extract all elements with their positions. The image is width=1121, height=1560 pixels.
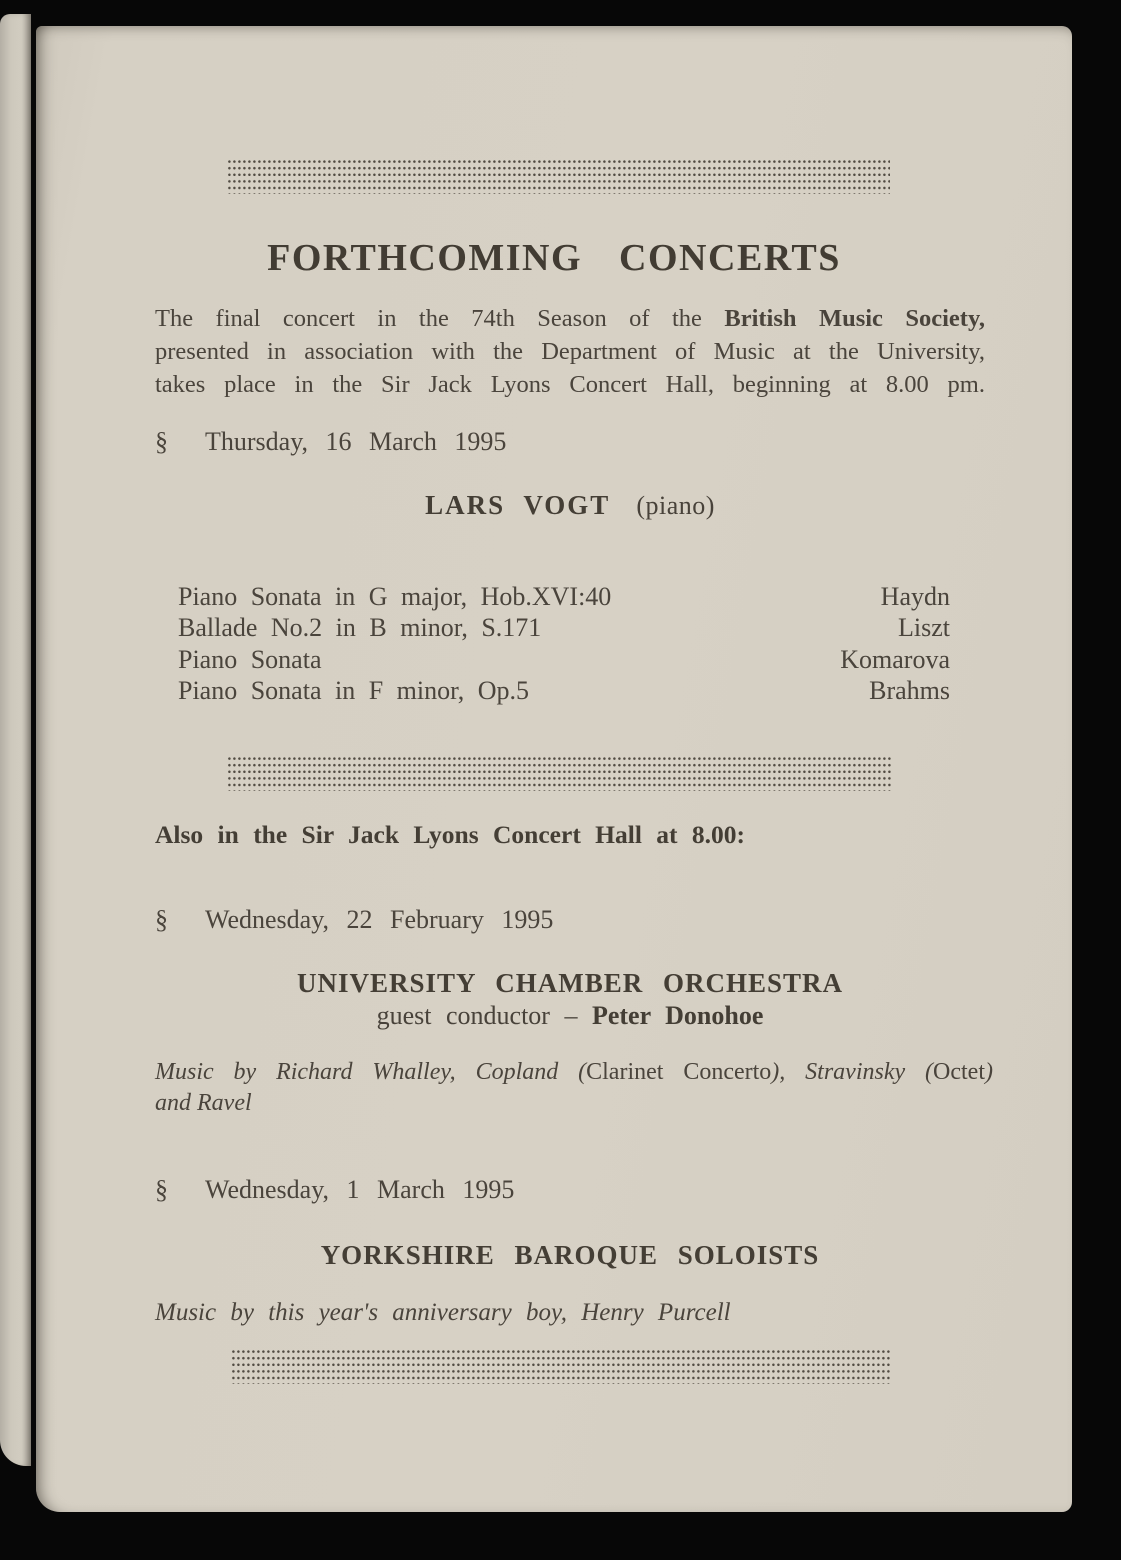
event1-date-line xyxy=(155,427,985,457)
event3-date-line xyxy=(155,1175,985,1205)
event2-date-line xyxy=(155,905,985,935)
note-line-2: and Ravel xyxy=(155,1090,252,1116)
event2-programme-note xyxy=(155,1057,993,1119)
composer-name: Brahms xyxy=(869,675,950,705)
section-marker-icon: § xyxy=(155,427,168,456)
programme-row xyxy=(178,676,950,707)
event1-artist-line xyxy=(155,490,985,521)
note-seg: ) xyxy=(985,1059,993,1085)
composer-name: Komarova xyxy=(840,644,950,674)
intro-line-3: takes place in the Sir Jack Lyons Concert Hall, beginning at 8.00 pm. xyxy=(155,371,985,398)
underlying-page-edge xyxy=(0,14,31,1466)
work-title: Ballade No.2 in B minor, S.171 xyxy=(178,613,542,643)
conductor-name: Peter Donohoe xyxy=(591,1001,764,1030)
event3-programme-note: Music by this year's anniversary boy, Henry Purcell xyxy=(155,1299,731,1326)
programme-row xyxy=(178,582,950,613)
also-heading: Also in the Sir Jack Lyons Concert Hall at 8.00: xyxy=(155,820,746,849)
intro-paragraph xyxy=(155,302,985,401)
event1-date: Thursday, 16 March 1995 xyxy=(205,427,507,456)
event2-date: Wednesday, 22 February 1995 xyxy=(205,905,554,934)
dotted-divider-top xyxy=(228,160,890,194)
work-title: Piano Sonata in F minor, Op.5 xyxy=(178,675,530,705)
intro-line-1-text: The final concert in the 74th Season of the xyxy=(155,305,725,332)
event3-date: Wednesday, 1 March 1995 xyxy=(205,1175,515,1204)
composer-name: Liszt xyxy=(898,613,950,643)
work-title: Piano Sonata in G major, Hob.XVI:40 xyxy=(178,582,612,611)
intro-line-2: presented in association with the Department of Music at the University, xyxy=(155,338,985,365)
page-title: FORTHCOMING CONCERTS xyxy=(267,237,841,279)
composer-name: Haydn xyxy=(880,582,950,611)
programme-row xyxy=(178,645,950,676)
programme-row xyxy=(178,613,950,644)
dotted-divider-middle xyxy=(228,757,893,791)
conductor-line xyxy=(155,1001,985,1031)
note-work: Clarinet Concerto xyxy=(586,1059,772,1085)
section-marker-icon: § xyxy=(155,1175,168,1204)
note-work: Octet xyxy=(933,1059,985,1085)
ensemble-name: UNIVERSITY CHAMBER ORCHESTRA xyxy=(296,968,844,998)
work-title: Piano Sonata xyxy=(178,644,322,674)
intro-line-1 xyxy=(155,302,985,335)
programme-table xyxy=(178,582,950,707)
section-marker-icon: § xyxy=(155,905,168,934)
ensemble-name: YORKSHIRE BAROQUE SOLOISTS xyxy=(320,1240,820,1270)
conductor-role: guest conductor – xyxy=(376,1001,592,1030)
note-line-1 xyxy=(155,1057,993,1088)
artist-instrument: (piano) xyxy=(636,491,715,520)
dotted-divider-bottom xyxy=(232,1350,890,1384)
programme-page xyxy=(36,26,1072,1512)
artist-name: LARS VOGT xyxy=(425,490,611,520)
note-seg: ), Stravinsky ( xyxy=(771,1059,934,1085)
society-name: British Music Society, xyxy=(724,305,985,332)
note-seg: Music by Richard Whalley, Copland ( xyxy=(155,1059,587,1085)
